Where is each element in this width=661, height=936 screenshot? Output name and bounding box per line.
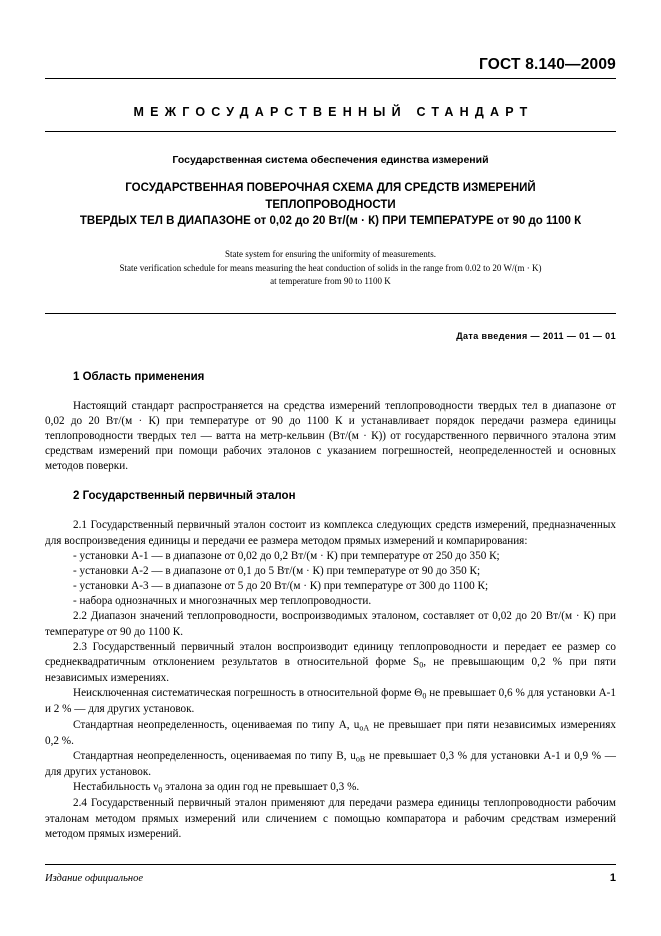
section-2-paragraph-uncertainty-a [45, 718, 616, 749]
english-line-3: at temperature from 90 to 1100 K [270, 276, 391, 287]
section-1-paragraph-1: Настоящий стандарт распространяется на средства измерений теплопроводности твердых тел в диапазоне от 0,02 до 20 Вт/(м · К) при температуре от 90 до 1100 К и устанавливает порядок передачи размера единицы теплопроводности твердых тел — ватта на метр-кельвин (Вт/(м · К)) от государственного первичного эталона этим средствам измерений при помощи рабочих эталонов с указанием погрешностей, неопределенностей и основных методов поверки. [45, 399, 616, 473]
section-2-paragraph-systematic-error [45, 686, 616, 717]
section-2-paragraph-2-1: 2.1 Государственный первичный эталон состоит из комплекса следующих средств измерений, предназначенных для воспроизведения единицы и передачи ее размера методом прямых измерений и компарирования: [45, 519, 616, 547]
para-ub-subscript: оB [355, 754, 366, 764]
para-nu-subscript: 0 [158, 785, 163, 795]
list-item: - установки А-2 — в диапазоне от 0,1 до 5 Вт/(м · К) при температуре от 90 до 350 К; [73, 564, 481, 577]
para-ua-text-a: Стандартная неопределенность, оцениваемая по типу А, u [73, 718, 360, 731]
para-2-3-subscript: 0 [419, 660, 424, 670]
page-number: 1 [609, 872, 616, 884]
section-2-paragraph-2-2: 2.2 Диапазон значений теплопроводности, воспроизводимых эталоном, составляет от 0,02 до 20 Вт/(м · К) при температуре от 90 до 1100 К. [45, 610, 616, 638]
footer-divider [45, 864, 616, 865]
main-title [45, 180, 616, 230]
main-title-line-2: ТВЕРДЫХ ТЕЛ В ДИАПАЗОНЕ от 0,02 до 20 Вт/(м · К) ПРИ ТЕМПЕРАТУРЕ от 90 до 1100 К [79, 215, 582, 228]
section-2-paragraph-2-3 [45, 640, 616, 687]
official-edition-label: Издание официальное [45, 873, 144, 884]
list-item: - установки А-3 — в диапазоне от 5 до 20 Вт/(м · К) при температуре от 300 до 1100 К; [73, 580, 489, 593]
para-ua-subscript: оA [359, 722, 370, 732]
para-2-3-text-a: 2.3 Государственный первичный эталон воспроизводит единицу теплопроводности и передает ее размер со среднеквадратичным отклонением результатов в относительной форме S [45, 640, 616, 668]
system-title: Государственная система обеспечения единства измерений [172, 154, 489, 166]
introduction-date: Дата введения — 2011 — 01 — 01 [456, 330, 616, 341]
para-err-subscript: 0 [422, 691, 427, 701]
standard-word: МЕЖГОСУДАРСТВЕННЫЙ СТАНДАРТ [133, 105, 534, 119]
equipment-list [45, 549, 616, 610]
list-item: - набора однозначных и многозначных мер теплопроводности. [73, 595, 372, 608]
page-footer [45, 864, 616, 884]
document-body [45, 371, 616, 842]
para-2-3-text-b: , не превышающим 0,2 % при пяти независимых измерениях. [45, 655, 616, 685]
section-2-paragraph-instability [45, 780, 616, 796]
english-line-2: State verification schedule for means measuring the heat conduction of solids in the range from 0.02 to 20 W/(m · K) [119, 262, 542, 273]
section-2-heading: 2 Государственный первичный эталон [73, 490, 296, 503]
document-number: ГОСТ 8.140—2009 [479, 56, 616, 73]
para-ua-text-b: не превышает при пяти независимых измерениях 0,2 %. [45, 718, 617, 747]
para-ub-text-b: не превышает 0,3 % для установки А-1 и 0,9 % — для других установок. [45, 749, 616, 779]
para-nu-text-b: эталона за один год не превышает 0,3 %. [162, 781, 360, 794]
para-nu-text-a: Нестабильность ν [73, 781, 159, 794]
english-line-1: State system for ensuring the uniformity of measurements. [225, 249, 436, 260]
title-divider [45, 313, 616, 314]
section-2-paragraph-uncertainty-b [45, 749, 616, 780]
header-divider-bottom [45, 131, 616, 132]
english-title-block [45, 248, 616, 289]
section-2-paragraph-2-4: 2.4 Государственный первичный эталон применяют для передачи размера единицы теплопроводности рабочим эталонам методом прямых измерений или сличением с помощью компаратора и рабочим средствам измерений методом прямых измерений. [45, 797, 616, 840]
para-err-text-b: не превышает 0,6 % для установки А-1 и 2 % — для других установок. [45, 687, 616, 716]
main-title-line-1: ГОСУДАРСТВЕННАЯ ПОВЕРОЧНАЯ СХЕМА ДЛЯ СРЕДСТВ ИЗМЕРЕНИЙ ТЕПЛОПРОВОДНОСТИ [125, 182, 536, 211]
header-divider-top [45, 78, 616, 79]
section-1-heading: 1 Область применения [73, 370, 205, 383]
para-err-text-a: Неисключенная систематическая погрешность в относительной форме Θ [73, 687, 423, 700]
para-ub-text-a: Стандартная неопределенность, оцениваемая по типу В, u [73, 749, 356, 762]
list-item: - установки А-1 — в диапазоне от 0,02 до 0,2 Вт/(м · К) при температуре от 250 до 350 К; [73, 549, 500, 562]
